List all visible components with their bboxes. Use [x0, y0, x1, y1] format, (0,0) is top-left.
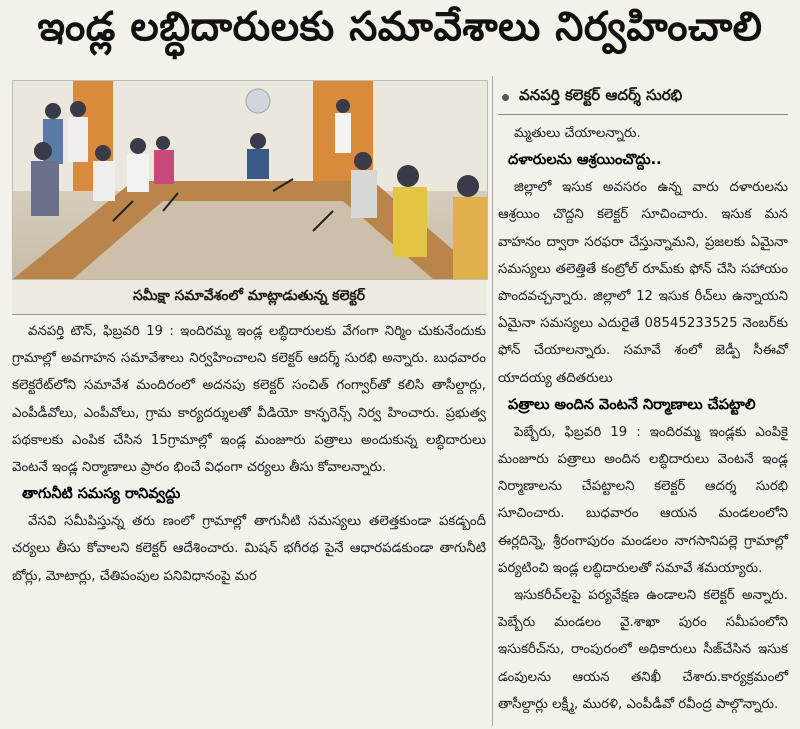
left-column — [12, 318, 486, 590]
article-paragraph: వనపర్తి టౌన్, ఫిబ్రవరి 19 : ఇందిరమ్మ ఇండ్ల లబ్ధిదారులకు వేగంగా నిర్మిం చుకునేందుకు గ్రామాల్లో అవగాహన సమావేశాలు నిర్వహించాలని కలెక్టర్ ఆదర్శ్ సురభి అన్నారు. బుధవారం కలెక్టరేట్‌లోని సమావేశ మందిరంలో అదనపు కలెక్టర్ సంచిత్ గంగ్వార్‌తో కలిసి తాసీల్దార్లు, ఎంపీడీవోలు, ఎంపీవోలు, గ్రామ కార్యదర్శులతో వీడియో కాన్ఫరెన్స్ నిర్వ హించారు. ప్రభుత్వ పథకాలకు ఎంపిక చేసిన 15గ్రామాల్లో ఇండ్ల మంజూరు పత్రాలు అందుకున్న లబ్ధిదారులు వెంటనే ఇండ్ల నిర్మాణాలు ప్రారం భించే విధంగా చర్యలు తీసు కోవాలన్నారు. — [12, 324, 486, 476]
bullet-icon — [502, 94, 509, 101]
article-paragraph: మ్మతులు చేయాలన్నారు. — [514, 126, 641, 141]
headline: ఇండ్ల లబ్ధిదారులకు సమావేశాలు నిర్వహించాలి — [37, 4, 763, 50]
subheading: దళారులను ఆశ్రయించొద్దు.. — [508, 152, 662, 169]
meeting-photo-illustration — [13, 81, 487, 279]
right-column — [498, 120, 788, 718]
column-divider — [492, 76, 493, 726]
subheading: తాగునీటి సమస్య రానివ్వద్దు — [22, 486, 181, 503]
article-paragraph: పెబ్బేరు, ఫిబ్రవరి 19 : ఇందిరమ్మ ఇండ్లకు ఎంపికై మంజూరు పత్రాలు అందిన లబ్ధిదారులు వెంటనే ఇండ్ల నిర్మాణాలను చేపట్టాలని కలెక్టర్ ఆదర్శ సురభి సూచించారు. బుధవారం ఆయన మండలంలోని ఈర్లదిన్నె, శ్రీరంగాపురం మండలం నాగసానిపల్లె గ్రామాల్లో పర్యటించి ఇండ్ల లబ్ధిదారులతో సమావే శమయ్యారు. — [498, 424, 788, 576]
meeting-photo — [12, 80, 488, 280]
article-paragraph: జిల్లాలో ఇసుక అవసరం ఉన్న వారు దళారులను ఆశ్రయిం చొద్దని కలెక్టర్ సూచించారు. ఇసుక మన వాహనం ద్వారా సరఫరా చేస్తున్నామని, ప్రజలకు ఏమైనా సమస్యలు తలెత్తితే కంట్రోల్ రూమ్‌కు ఫోన్ చేసి సహాయం పొందవచ్చన్నారు. జిల్లాలో 12 ఇసుక రీచ్‌లు ఉన్నాయని ఏమైనా సమస్యలు ఎదురైతే 08545233525 నెంబర్‌కు ఫోన్ చేయాలన్నారు. సమావే శంలో జెడ్పీ సీఈవో యాదయ్య తదితరులు — [498, 180, 788, 386]
byline-text: వనపర్తి కలెక్టర్ ఆదర్శ్ సురభి — [519, 86, 683, 104]
subheading: పత్రాలు అందిన వెంటనే నిర్మాణాలు చేపట్టాలి — [508, 396, 756, 413]
byline — [498, 80, 788, 115]
article-paragraph: వేసవి సమీపిస్తున్న తరు ణంలో గ్రామాల్లో తాగునీటి సమస్యలు తలెత్తకుండా పకడ్బందీ చర్యలు తీసు కోవాలని కలెక్టర్ ఆదేశించారు. మిషన్ భగీరథ పైనే ఆధారపడకుండా తాగునీటి బోర్లు, మోటార్లు, చేతిపంపుల పనివిధానంపై మర — [12, 514, 486, 584]
article-paragraph: ఇసుకరీచ్‌లపై పర్యవేక్షణ ఉండాలని కలెక్టర్ అన్నారు. పెబ్బేరు మండలం వై.శాఖా పురం సమీపంలోని ఇసుకరీచ్‌ను, రాంపురంలో అధికారులు సీజ్‌చేసిన ఇసుక డంపులను ఆయన తనిఖీ చేశారు.కార్యక్రమంలో తాసీల్దార్లు లక్ష్మీ, మురళి, ఎంపీడీవో రవీంద్ర పాల్గొన్నారు. — [498, 588, 788, 712]
photo-caption: సమీక్షా సమావేశంలో మాట్లాడుతున్న కలెక్టర్ — [12, 280, 486, 315]
